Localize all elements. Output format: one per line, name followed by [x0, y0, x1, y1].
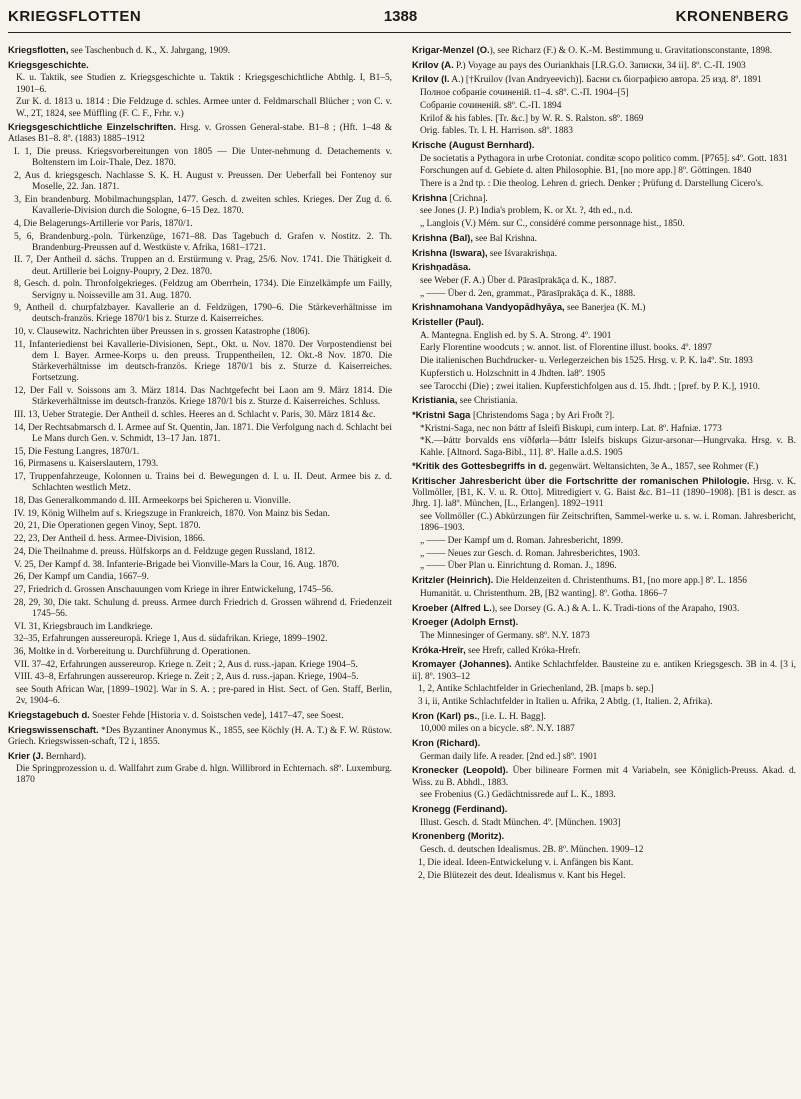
page-header: [0, 0, 801, 40]
catalog-subentry: Illust. Gesch. d. Stadt München. 4º. [München. 1903]: [420, 817, 621, 828]
catalog-subentry: Gesch. d. deutschen Idealismus. 2B. 8º. München. 1909–12: [420, 845, 644, 856]
catalog-entry: Kriegsflotten, see Taschenbuch d. K., X. Jahrgang, 1909.: [8, 44, 231, 56]
entry-heading: Krigar-Menzel (O.: [412, 44, 490, 55]
catalog-entry: Kriegswissenschaft. *Des Byzantiner Anonymus K., 1855, see Köchly (H. A. T.) & F. W. Rüstow. Griech. Kriegswissen-schaft, T2 i, 1855.: [8, 723, 392, 747]
catalog-subentry: De societatis a Pythagora in urbe Crotoniat. conditæ scopo politico comm. [P765]. s4º. Gott. 1831: [420, 153, 788, 164]
catalog-subentry: 8, Gesch. d. poln. Thronfolgekrieges. (Feldzug am Oberrhein, 1734). Die Einzelkämpfe um Failly, Servigny u. Noisseville am 31. Aug. 1870.: [14, 279, 392, 301]
catalog-entry: [412, 830, 796, 843]
catalog-entry: Kritischer Jahresbericht über die Fortschritte der romanischen Philologie. Hrsg. v. K. Vollmöller, [B1, K. V. u. R. Otto]. Mitredigiert v. G. Baist &c. B1–11 (1890–1908). [B1 is descr. as Jhrg. 1]. la8º. München, [L., Erlangen]. 1892–1911: [412, 475, 796, 510]
entry-heading: Kronegg (Ferdinand).: [412, 803, 508, 815]
catalog-subentry: 28, 29, 30, Die takt. Schulung d. preuss. Armee durch Friedrich d. Grossen während d. Friedenzeit 1745–56.: [14, 597, 392, 619]
catalog-entry: Kristiania, see Christiania.: [412, 394, 518, 407]
catalog-subentry: K. u. Taktik, see Studien z. Kriegsgeschichte u. Taktik : Kriegsgeschichtliche Abthlg. I, B1–5, 1901–6.: [16, 73, 392, 95]
catalog-subentry: „ Langlois (V.) Mém. sur C., considéré comme personnage hist., 1850.: [420, 219, 685, 230]
catalog-subentry: I. 1, Die preuss. Kriegsvorbereitungen von 1805 — Die Unter-nehmung d. Detachements v. Boltenstern im Loir-Thale, Dez. 1870.: [14, 147, 392, 169]
catalog-subentry: V. 25, Der Kampf d. 38. Infanterie-Brigade bei Vionville-Mars la Cour, 16. Aug. 1870.: [14, 559, 339, 570]
catalog-subentry: 10, v. Clausewitz. Nachrichten über Preussen in s. grossen Katastrophe (1806).: [14, 327, 310, 338]
catalog-subentry: 15, Die Festung Langres, 1870/1.: [14, 446, 140, 457]
catalog-subentry: 5, 6, Brandenburg.-poln. Türkenzüge, 1671–88. Das Tagebuch d. Grafen v. Nostitz. 2. Th. Brandenburg-Preussen auf d. Westküste v. Afrika, 1681–1721.: [14, 231, 392, 253]
catalog-subentry: 3, Ein brandenburg. Mobilmachungsplan, 1477. Gesch. d. zweiten schles. Krieges. Der Zug d. 6. Kavallerie-Division durch die Sologne, 6–15 Dez. 1870.: [14, 194, 392, 217]
entry-heading: Kroeger (Adolph Ernst).: [412, 616, 519, 628]
catalog-subentry: Die italienischen Buchdrucker- u. Verlegerzeichen bis 1525. Hrsg. v. P. K. la4º. Str. 1893: [420, 356, 753, 367]
catalog-subentry: 11, Infanteriedienst bei Kavallerie-Divisionen, Sept., Okt. u. Nov. 1870. Der Vorpostendienst bei dem I. Bayer. Armee-Korps u. den preuss. Truppentheilen, 12. Okt.-8 Nov. 1870. Die Stärkeverhältnisse im deutsch-französ. Kriege 1870/1 bis z. Sturze d. Kaiserreiches. Fortsetzung.: [14, 339, 392, 384]
catalog-subentry: 16, Pirmasens u. Kaiserslautern, 1793.: [14, 459, 159, 470]
catalog-subentry: Kupferstich u. Holzschnitt in 4 Jhdten. la8º. 1905: [420, 368, 606, 379]
catalog-entry: Kriegsgeschichtliche Einzelschriften. Hrsg. v. Grossen General-stabe. B1–8 ; (Hft. 1–48 & Atlases B1–8. 8º. (1883) 1885–1912: [8, 121, 392, 145]
catalog-subentry: *Kristni-Saga, nec non Þáttr af Isleifi Biskupi, cum interp. Lat. 8º. Hafniæ. 1773: [420, 423, 722, 434]
entry-heading: Kristeller (Paul).: [412, 316, 484, 328]
catalog-entry: Kritzler (Heinrich). Die Heldenzeiten d. Christenthums. B1, [no more app.] 8º. L. 1856: [412, 574, 747, 587]
right-column: [412, 44, 796, 883]
catalog-subentry: 1, 2, Antike Schlachtfelder in Griechenland, 2B. [maps b. sep.]: [418, 684, 654, 695]
header-rule: [8, 32, 791, 33]
entry-heading: Kriegsgeschichte.: [8, 58, 89, 70]
catalog-subentry: 9, Antheil d. churpfalzbayer. Kavallerie an d. Feldzügen, 1790–6. Die Stärkeverhältnisse im deutsch-französ. Kriege 1870/1 bis z. Sturze d. Kaiserreiches.: [14, 303, 392, 325]
catalog-subentry: 27, Friedrich d. Grossen Anschauungen vom Kriege in ihrer Entwickelung, 1745–56.: [14, 584, 334, 595]
catalog-entry: *Kritik des Gottesbegriffs in d. gegenwärt. Weltansichten, 3e A., 1857, see Rohmer (F.): [412, 460, 759, 473]
catalog-subentry: 10,000 miles on a bicycle. s8º. N.Y. 1887: [420, 724, 575, 735]
entry-heading: Kron (Richard).: [412, 737, 481, 749]
catalog-subentry: Собраніе сочиненій. s8º. C.-П. 1894: [420, 100, 562, 111]
entry-heading: Kriegsflotten,: [8, 44, 69, 55]
entry-heading: Krishna: [412, 191, 450, 203]
entry-heading: Króka-Hreîr,: [412, 643, 466, 655]
entry-heading: Krilov (I.: [412, 73, 450, 85]
entry-heading: Kronecker (Leopold).: [412, 764, 509, 776]
entry-heading: Krishna (Bal),: [412, 231, 473, 243]
catalog-entry: Krilov (A. P.) Voyage au pays des Ouriankhais [I.R.G.O. Записки, 34 ii]. 8º. C.-П. 1903: [412, 58, 746, 71]
catalog-subentry: Forschungen auf d. Gebiete d. alten Philosophie. B1, [no more app.] 8º. Göttingen. 1840: [420, 166, 752, 177]
catalog-subentry: 22, 23, Der Antheil d. hess. Armee-Division, 1866.: [14, 534, 205, 545]
catalog-subentry: see Weber (F. A.) Über d. Pārasīprakāça d. K., 1887.: [420, 275, 617, 286]
entry-heading: Krische (August Bernhard).: [412, 138, 535, 150]
catalog-subentry: 3 i, ii, Antike Schlachtfelder in Italien u. Afrika, 2 Abtlg. (1, Italien. 2, Afrika).: [418, 696, 713, 707]
catalog-entry: [412, 803, 796, 816]
catalog-subentry: see Jones (J. P.) India's problem, K. or Xt. ?, 4th ed., n.d.: [420, 206, 633, 217]
left-column: [8, 44, 392, 788]
catalog-entry: [412, 316, 796, 329]
catalog-entry: Kriegstagebuch d. Soester Fehde [Historia v. d. Soistschen vede], 1417–47, see Soest.: [8, 708, 344, 721]
entry-heading: Kromayer (Johannes).: [412, 658, 512, 670]
entry-heading: *Kristni Saga: [412, 408, 473, 420]
catalog-subentry: Die Springprozession u. d. Wallfahrt zum Grabe d. hlgn. Willibrord in Echternach. s8º. Luxemburg. 1870: [16, 764, 392, 786]
catalog-subentry: „ —— Über d. 2en, grammat., Pārasīprakāça d. K., 1888.: [420, 288, 636, 299]
catalog-subentry: Полное собраніе сочиненій. t1–4. s8º. C.-П. 1904–[5]: [420, 88, 629, 99]
catalog-subentry: There is a 2nd tp. : Die theolog. Lehren d. griech. Denker ; Prüfung d. Darstellung Cicero's.: [420, 179, 764, 190]
entry-heading: Kriegstagebuch d.: [8, 708, 90, 720]
catalog-subentry: Orig. fables. Tr. I. H. Harrison. s8º. 1883: [420, 126, 573, 137]
catalog-subentry: The Minnesinger of Germany. s8º. N.Y. 1873: [420, 630, 590, 641]
catalog-entry: Krishna (Iswara), see Iśvarakrishṇa.: [412, 246, 558, 259]
catalog-subentry: see Frobenius (G.) Gedächtnissrede auf L. K., 1893.: [420, 790, 616, 801]
catalog-subentry: „ —— Neues zur Gesch. d. Roman. Jahresberichtes, 1903.: [420, 548, 640, 559]
page-number: 1388: [383, 8, 418, 25]
catalog-subentry: II. 7, Der Antheil d. sächs. Truppen an d. Erstürmung v. Prag, 25/6. Nov. 1741. Die Thätigkeit d. deut. Artillerie bei Loigny-Poupry, 2 Dez. 1870.: [14, 255, 392, 277]
entry-heading: Krishna (Iswara),: [412, 246, 488, 258]
catalog-subentry: „ —— Über Plan u. Einrichtung d. Roman. J., 1896.: [420, 561, 617, 572]
catalog-subentry: 24, Die Theilnahme d. preuss. Hülfskorps an d. Feldzuge gegen Russland, 1812.: [14, 546, 316, 557]
catalog-entry: Krishna [Crichna].: [412, 191, 488, 204]
catalog-subentry: VI. 31, Kriegsbrauch im Landkriege.: [14, 621, 153, 632]
catalog-subentry: „ —— Der Kampf um d. Roman. Jahresbericht, 1899.: [420, 536, 624, 547]
catalog-subentry: 1, Die ideal. Ideen-Entwickelung v. i. Anfängen bis Kant.: [418, 857, 634, 868]
catalog-subentry: Humanität. u. Christenthum. 2B, [B2 wanting]. 8º. Gotha. 1866–7: [420, 588, 668, 599]
catalog-subentry: Krilof & his fables. [Tr. &c.] by W. R. S. Ralston. s8º. 1869: [420, 113, 644, 124]
entry-heading: Krishṇadāsa.: [412, 261, 471, 273]
catalog-subentry: 17, Truppenfahrzeuge, Kolonnen u. Trains bei d. Bewegungen d. I. u. II. Deut. Armee bis z. d. Schlachten westlich Metz.: [14, 472, 392, 494]
catalog-subentry: VII. 37–42, Erfahrungen aussereurop. Kriege n. Zeit ; 2, Aus d. russ.-japan. Kriege 1904–5.: [14, 659, 358, 670]
running-head-right: KRONENBERG: [675, 8, 789, 25]
catalog-entry: Krier (J. Bernhard).: [8, 749, 87, 762]
catalog-subentry: III. 13, Ueber Strategie. Der Antheil d. schles. Heeres an d. Schlacht v. Paris, 30. März 1814 &c.: [14, 410, 376, 421]
entry-heading: Kron (Karl) ps.: [412, 709, 478, 721]
catalog-subentry: 4, Die Belagerungs-Artillerie vor Paris, 1870/1.: [14, 218, 193, 229]
entry-heading: Kronenberg (Moritz).: [412, 830, 505, 842]
catalog-subentry: 14, Der Rechtsabmarsch d. I. Armee auf St. Quentin, Jan. 1871. Die Verfolgung nach d. Schlacht bei Le Mans durch Gen. v. Schmidt, 13–17 Jan. 1871.: [14, 422, 392, 444]
catalog-subentry: 2, Die Blütezeit des deut. Idealismus v. Kant bis Hegel.: [418, 870, 626, 881]
entry-heading: Kritischer Jahresbericht über die Fortschritte der romanischen Philologie.: [412, 475, 750, 486]
catalog-subentry: 20, 21, Die Operationen gegen Vinoy, Sept. 1870.: [14, 521, 201, 532]
catalog-entry: Króka-Hreîr, see Hrefr, called Króka-Hrefr.: [412, 643, 581, 656]
running-head-left: KRIEGSFLOTTEN: [8, 8, 142, 25]
catalog-entry: *Kristni Saga [Christendoms Saga ; by Ari Froðt ?].: [412, 408, 615, 421]
entry-heading: Kritzler (Heinrich).: [412, 574, 494, 586]
entry-heading: Kristiania,: [412, 394, 458, 406]
entry-heading: *Kritik des Gottesbegriffs in d.: [412, 460, 547, 472]
catalog-subentry: 12, Der Fall v. Soissons am 3. März 1814. Das Nachtgefecht bei Laon am 9. März 1814. Die Stärkeverhältnisse im deutsch-französ. Kriege 1870/1 bis z. Sturze d. Kaiserreiches. Schluss.: [14, 386, 392, 408]
catalog-subentry: see Vollmöller (C.) Abkürzungen für Zeitschriften, Sammel-werke u. s. w. i. Roman. Jahresbericht, 1896–1903.: [420, 512, 796, 534]
entry-heading: Krilov (A.: [412, 58, 454, 70]
catalog-subentry: A. Mantegna. English ed. by S. A. Strong. 4º. 1901: [420, 330, 612, 341]
catalog-subentry: Zur K. d. 1813 u. 1814 : Die Feldzuge d. schles. Armee unter d. Feldmarschall Blücher ; von C. v. W., 2T, 1824, see Müffling (F. C. F., Frhr. v.): [16, 97, 392, 119]
catalog-subentry: 36, Moltke in d. Vorbereitung u. Durchführung d. Operationen.: [14, 646, 251, 657]
catalog-subentry: see South African War, [1899–1902]. War in S. A. ; pre-pared in Hist. Sect. of Gen. Staff, Berlin, 2v, 1904–6.: [16, 685, 392, 707]
catalog-entry: Kroeber (Alfred L.), see Dorsey (G. A.) & A. L. K. Tradi-tions of the Arapaho, 1903.: [412, 601, 740, 614]
entry-heading: Krier (J.: [8, 749, 44, 761]
catalog-entry: Kromayer (Johannes). Antike Schlachtfelder. Bausteine zu e. antiken Kriegsgesch. 3B in 4. [3 i, ii]. 8º. 1903–12: [412, 658, 796, 682]
entry-heading: Kroeber (Alfred L.: [412, 601, 492, 613]
catalog-subentry: Early Florentine woodcuts ; w. annot. list. of Florentine illust. books. 4º. 1897: [420, 343, 712, 354]
entry-heading: Krishnamohana Vandyopādhyāya,: [412, 301, 565, 313]
catalog-entry: Krilov (I. A.) [†Kruilov (Ivan Andryeevich)]. Басни съ біографією автора. 25 изд. 8º. 1891: [412, 73, 762, 86]
entry-heading: Kriegsgeschichtliche Einzelschriften.: [8, 121, 176, 133]
catalog-subentry: VIII. 43–8, Erfahrungen aussereurop. Kriege n. Zeit ; 2, Aus d. russ.-japan. Kriege, 1904–5.: [14, 672, 359, 683]
catalog-entry: [412, 737, 796, 750]
catalog-entry: [8, 59, 392, 72]
catalog-entry: Krishnamohana Vandyopādhyāya, see Banerjea (K. M.): [412, 301, 646, 314]
catalog-entry: [412, 261, 796, 274]
catalog-entry: Kron (Karl) ps., [i.e. L. H. Bagg].: [412, 709, 546, 722]
catalog-subentry: 26, Der Kampf um Candia, 1667–9.: [14, 572, 149, 583]
entry-heading: Kriegswissenschaft.: [8, 723, 99, 735]
catalog-subentry: 32–35, Erfahrungen aussereuropä. Kriege 1, Aus d. südafrikan. Kriege, 1899–1902.: [14, 634, 328, 645]
catalog-entry: Krishna (Bal), see Bal Krishna.: [412, 231, 537, 244]
catalog-subentry: see Tarocchi (Die) ; zwei italien. Kupferstichfolgen aus d. 15. Jhdt. ; [pref. by P. K.], 1910.: [420, 381, 760, 392]
catalog-entry: [412, 139, 796, 152]
catalog-entry: Krigar-Menzel (O.), see Richarz (F.) & O. K.-M. Bestimmung u. Gravitationsconstante, 1898.: [412, 44, 773, 56]
catalog-subentry: IV. 19, König Wilhelm auf s. Kriegszuge in Frankreich, 1870. Von Mainz bis Sedan.: [14, 508, 330, 519]
catalog-subentry: 18, Das Generalkommando d. III. Armeekorps bei Spicheren u. Vionville.: [14, 496, 291, 507]
catalog-subentry: 2, Aus d. kriegsgesch. Nachlasse S. K. H. August v. Preussen. Der Ueberfall bei Fontenoy sur Moselle, 22. Jan. 1871.: [14, 171, 392, 193]
catalog-entry: [412, 616, 796, 629]
catalog-entry: Kronecker (Leopold). Über bilineare Formen mit 4 Variabeln, see Königlich-Preuss. Akad. d. Wiss. zu B. Abhdl., 1883.: [412, 764, 797, 788]
catalog-subentry: German daily life. A reader. [2nd ed.] s8º. 1901: [420, 751, 598, 762]
catalog-subentry: *K.—Þáttr Þorvalds ens víðførla—Þáttr Isleifs biskups Gizur-arsonar—Hungrvaka. Hrsg. v. B. Kahle. [Altnord. Saga-Bibl., 11]. 8º. Halle a.d.S. 1905: [420, 436, 796, 458]
